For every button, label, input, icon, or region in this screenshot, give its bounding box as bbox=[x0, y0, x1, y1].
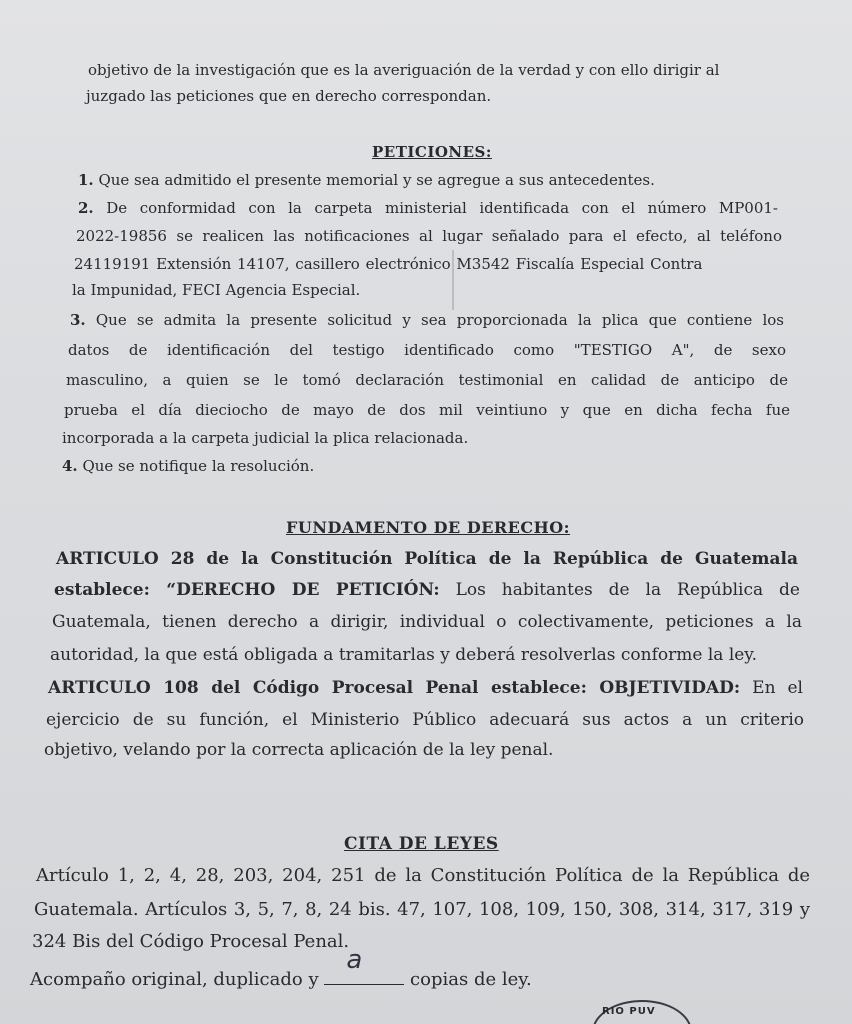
peticion-3-line-1 bbox=[70, 310, 784, 330]
handwritten-number: a bbox=[346, 945, 363, 975]
copias-blank bbox=[324, 945, 404, 985]
peticion-2-number: 2. bbox=[78, 199, 94, 217]
stamp-text: RIO PUV bbox=[602, 1006, 656, 1017]
intro-line-2: juzgado las peticiones que en derecho correspondan. bbox=[86, 87, 492, 105]
acompano-line bbox=[30, 945, 532, 990]
acompano-text: Acompaño original, duplicado y bbox=[30, 969, 325, 990]
fundamento-heading: FUNDAMENTO DE DERECHO: bbox=[286, 518, 571, 537]
art108-line-2: ejercicio de su función, el Ministerio Público adecuará sus actos a un criterio bbox=[46, 710, 804, 730]
peticion-2-line-2: 2022-19856 se realicen las notificaciones al lugar señalado para el efecto, al teléfono bbox=[76, 227, 782, 245]
cita-line-2: Guatemala. Artículos 3, 5, 7, 8, 24 bis. 47, 107, 108, 109, 150, 308, 314, 317, 319 y bbox=[34, 899, 810, 920]
art28-line-2-text: Los habitantes de la República de bbox=[439, 580, 800, 600]
art28-line-2 bbox=[54, 580, 800, 600]
peticion-3-number: 3. bbox=[70, 311, 86, 329]
art28-line-4: autoridad, la que está obligada a tramitarlas y deberá resolverlas conforme la ley. bbox=[50, 645, 758, 665]
peticion-2-text-1: De conformidad con la carpeta ministerial identificada con el número MP001- bbox=[106, 199, 778, 217]
cita-line-1: Artículo 1, 2, 4, 28, 203, 204, 251 de la Constitución Política de la República de bbox=[36, 865, 810, 886]
peticion-4 bbox=[62, 456, 314, 476]
cita-heading: CITA DE LEYES bbox=[344, 834, 499, 854]
art108-title: ARTICULO 108 del Código Procesal Penal establece: OBJETIVIDAD: bbox=[48, 678, 741, 698]
art28-title: ARTICULO 28 de la Constitución Política de la República de Guatemala bbox=[56, 549, 798, 569]
peticion-2-line-3: 24119191 Extensión 14107, casillero electrónico M3542 Fiscalía Especial Contra bbox=[74, 255, 703, 273]
peticion-3-text-1: Que se admita la presente solicitud y sea proporcionada la plica que contiene los bbox=[95, 311, 784, 329]
peticion-2-line-4: la Impunidad, FECI Agencia Especial. bbox=[72, 281, 361, 299]
peticion-1-text: Que sea admitido el presente memorial y se agregue a sus antecedentes. bbox=[98, 171, 655, 189]
peticion-3-line-3: masculino, a quien se le tomó declaración testimonial en calidad de anticipo de bbox=[66, 371, 788, 389]
peticion-4-number: 4. bbox=[62, 457, 78, 475]
art108-line-1-text: En el bbox=[740, 678, 803, 698]
peticion-4-text: Que se notifique la resolución. bbox=[82, 457, 315, 475]
peticion-3-line-2: datos de identificación del testigo identificado como "TESTIGO A", de sexo bbox=[68, 341, 786, 359]
peticiones-heading: PETICIONES: bbox=[372, 143, 492, 161]
peticion-3-line-5: incorporada a la carpeta judicial la plica relacionada. bbox=[62, 429, 469, 447]
art28-line-1 bbox=[56, 549, 798, 569]
art108-line-1 bbox=[48, 678, 803, 698]
peticion-1-number: 1. bbox=[78, 171, 94, 189]
peticion-3-line-4: prueba el día dieciocho de mayo de dos mil veintiuno y que en dicha fecha fue bbox=[64, 401, 790, 419]
copias-text: copias de ley. bbox=[404, 969, 532, 990]
intro-line-1: objetivo de la investigación que es la averiguación de la verdad y con ello dirigir al bbox=[88, 61, 720, 79]
art28-line-3: Guatemala, tienen derecho a dirigir, individual o colectivamente, peticiones a la bbox=[52, 612, 802, 632]
art28-derecho-peticion: establece: “DERECHO DE PETICIÓN: bbox=[54, 580, 440, 600]
art108-line-3: objetivo, velando por la correcta aplicación de la ley penal. bbox=[44, 740, 554, 760]
cita-line-3: 324 Bis del Código Procesal Penal. bbox=[32, 931, 350, 952]
peticion-2-line-1 bbox=[78, 198, 778, 218]
peticion-1 bbox=[78, 170, 655, 190]
